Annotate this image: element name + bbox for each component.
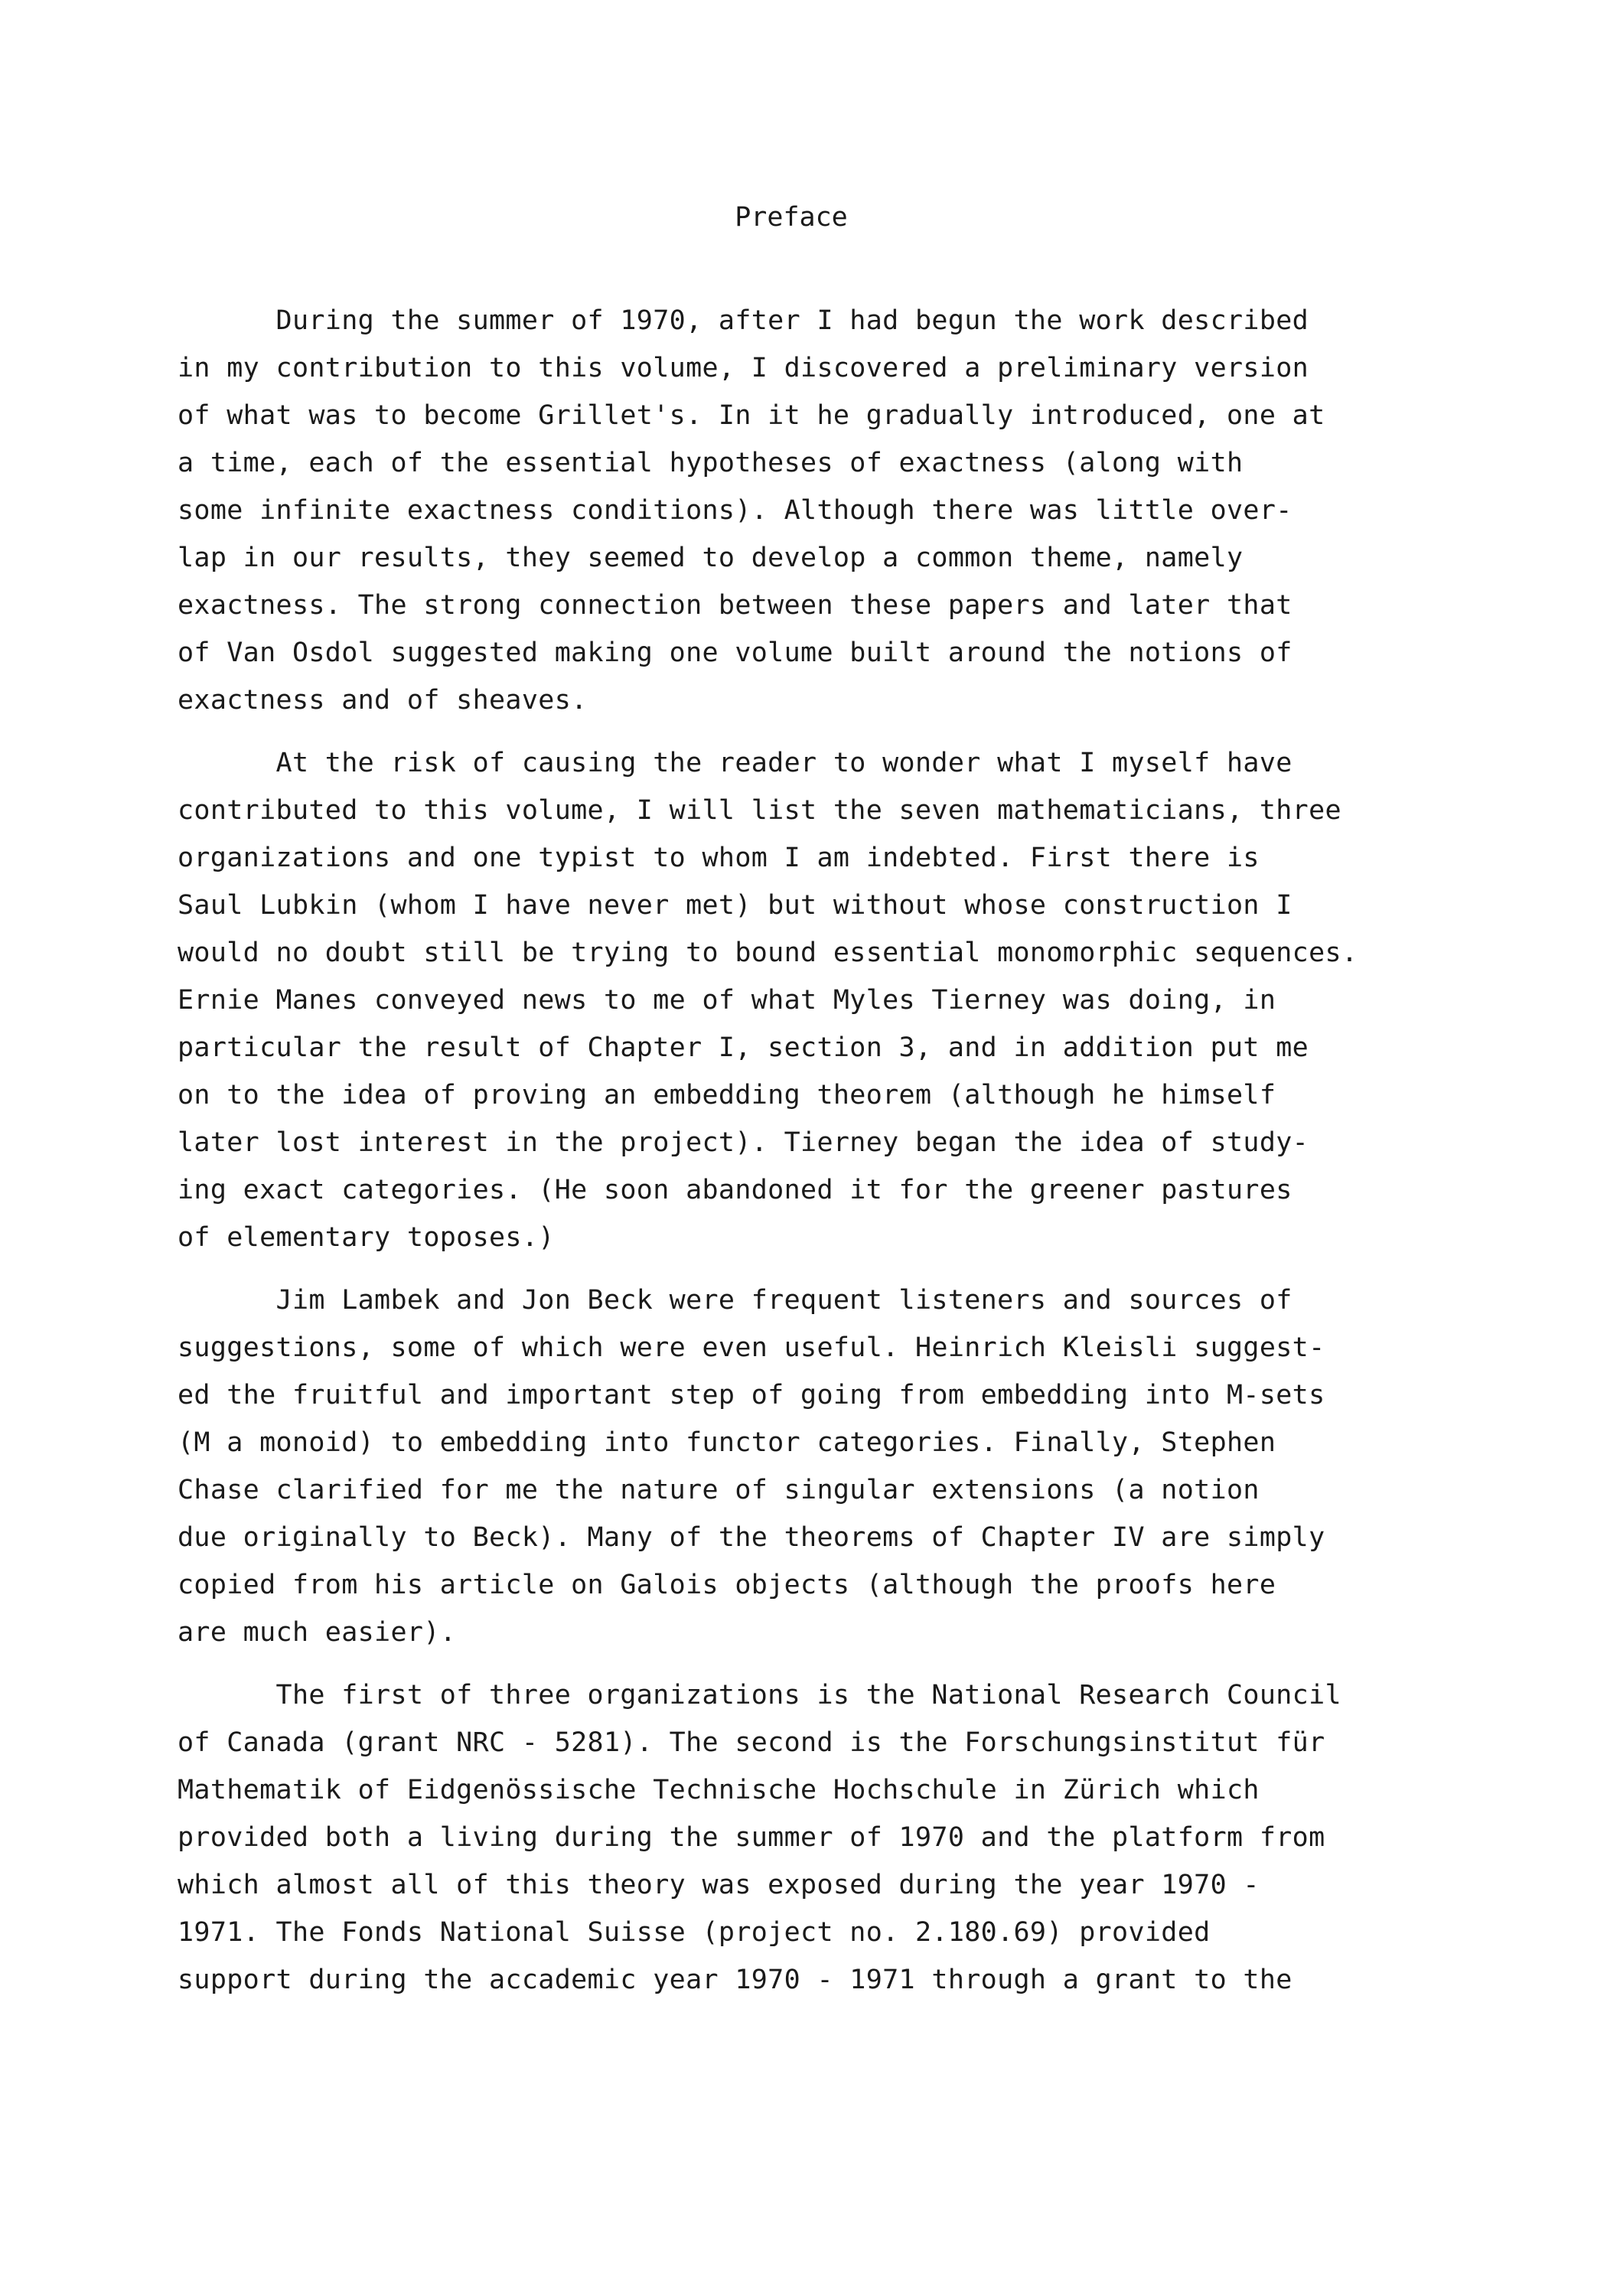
text-line: Mathematik of Eidgenössische Technische Hochschule in Zürich which xyxy=(178,1775,1260,1805)
text-line: suggestions, some of which were even useful. Heinrich Kleisli suggest- xyxy=(178,1332,1325,1363)
page-title: Preface xyxy=(735,202,848,233)
text-line: ing exact categories. (He soon abandoned it for the greener pastures xyxy=(178,1175,1292,1205)
text-line: due originally to Beck). Many of the theorems of Chapter IV are simply xyxy=(178,1522,1325,1553)
text-line: exactness and of sheaves. xyxy=(178,685,588,716)
text-line: The first of three organizations is the National Research Council xyxy=(178,1680,1341,1711)
text-line: provided both a living during the summer of 1970 and the platform from xyxy=(178,1822,1325,1853)
text-line: contributed to this volume, I will list the seven mathematicians, three xyxy=(178,795,1341,826)
text-line: At the risk of causing the reader to wonder what I myself have xyxy=(178,748,1292,778)
preface-body xyxy=(178,297,1540,2019)
text-line: Chase clarified for me the nature of singular extensions (a notion xyxy=(178,1475,1260,1505)
text-line: of elementary toposes.) xyxy=(178,1222,555,1253)
text-line: support during the accademic year 1970 - 1971 through a grant to the xyxy=(178,1965,1292,1995)
text-line: (M a monoid) to embedding into functor categories. Finally, Stephen xyxy=(178,1427,1276,1458)
text-line: 1971. The Fonds National Suisse (project no. 2.180.69) provided xyxy=(178,1917,1211,1948)
text-line: which almost all of this theory was exposed during the year 1970 - xyxy=(178,1870,1260,1900)
text-line: later lost interest in the project). Tierney began the idea of study- xyxy=(178,1127,1309,1158)
text-line: Jim Lambek and Jon Beck were frequent listeners and sources of xyxy=(178,1285,1292,1316)
text-line: a time, each of the essential hypotheses of exactness (along with xyxy=(178,448,1244,478)
text-line: particular the result of Chapter I, section 3, and in addition put me xyxy=(178,1032,1309,1063)
text-line: of what was to become Grillet's. In it he gradually introduced, one at xyxy=(178,400,1325,431)
text-line: on to the idea of proving an embedding theorem (although he himself xyxy=(178,1080,1276,1110)
paragraph-3 xyxy=(178,1277,1540,1656)
text-line: During the summer of 1970, after I had begun the work described xyxy=(178,305,1309,336)
text-line: would no doubt still be trying to bound essential monomorphic sequences. xyxy=(178,938,1358,968)
text-line: copied from his article on Galois objects (although the proofs here xyxy=(178,1570,1276,1600)
text-line: Saul Lubkin (whom I have never met) but without whose construction I xyxy=(178,890,1292,921)
text-line: are much easier). xyxy=(178,1617,457,1648)
text-line: Ernie Manes conveyed news to me of what Myles Tierney was doing, in xyxy=(178,985,1276,1016)
paragraph-2 xyxy=(178,739,1540,1261)
text-line: in my contribution to this volume, I discovered a preliminary version xyxy=(178,353,1309,383)
text-line: of Van Osdol suggested making one volume built around the notions of xyxy=(178,638,1292,668)
text-line: exactness. The strong connection between these papers and later that xyxy=(178,590,1292,621)
text-line: some infinite exactness conditions). Although there was little over- xyxy=(178,495,1292,526)
text-line: organizations and one typist to whom I am indebted. First there is xyxy=(178,843,1260,873)
text-line: lap in our results, they seemed to develop a common theme, namely xyxy=(178,543,1244,573)
paragraph-1 xyxy=(178,297,1540,724)
text-line: of Canada (grant NRC - 5281). The second is the Forschungsinstitut für xyxy=(178,1727,1325,1758)
paragraph-4 xyxy=(178,1671,1540,2004)
text-line: ed the fruitful and important step of going from embedding into M-sets xyxy=(178,1380,1325,1411)
